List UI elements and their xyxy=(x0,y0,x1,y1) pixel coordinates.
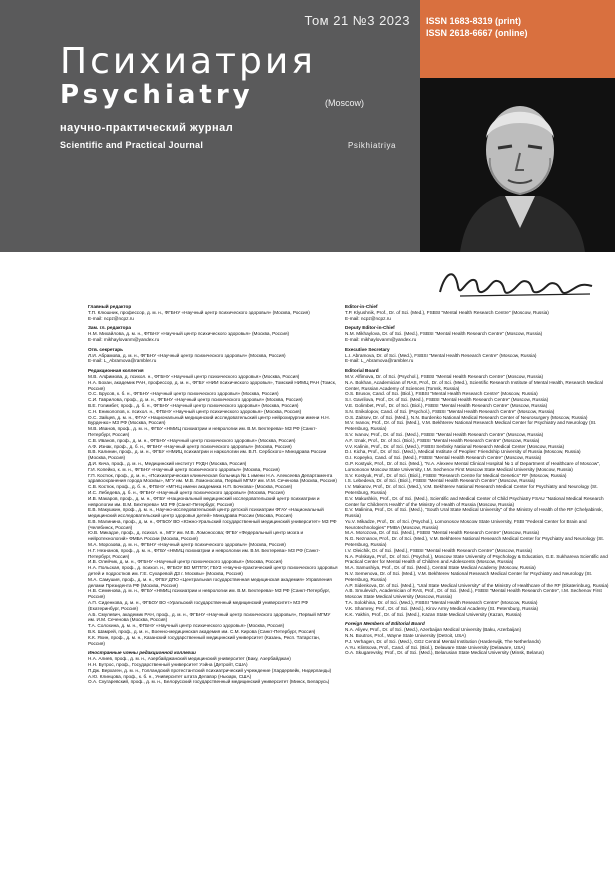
journal-city: (Moscow) xyxy=(325,98,365,108)
board-member: М.А. Самушия, проф., д. м. н., ФГБУ ДПО «Центральная государственная медицинская академия» Управления делами Президента РФ (Москва, Россия) xyxy=(88,576,332,588)
issn-block xyxy=(426,15,528,39)
board-member: M.A. Morozova, Dr. of Sci. (Med.), FSBSI "Mental Health Research Centre" (Moscow, Russia) xyxy=(345,530,540,536)
board-member: Г.И. Копейко, к. м. н., ФГБНУ «Научный центр психического здоровья» (Москва, Россия) xyxy=(88,466,280,472)
board-member: С.Н. Ениколопов, к. психол. н., ФГБНУ «Научный центр психического здоровья» (Москва, Россия) xyxy=(88,408,302,414)
cover-header xyxy=(0,0,615,252)
board-member: S.V. Kostyuk, Prof., Dr. of Sci. (Biol.), FSBSI "Research Centre for Medical Genetics" RF (Moscow, Russia) xyxy=(345,472,567,478)
chief-editor-email[interactable]: E-mail: ncpz@ncpz.ru xyxy=(345,315,391,321)
secretary-email[interactable]: E-mail: L_Abramova@rambler.ru xyxy=(345,358,414,364)
foreign-board-title: Иностранные члены редакционной коллегии xyxy=(88,650,196,656)
board-member: S.I. Gavrilova, Prof., Dr. of Sci. (Med.), FSBSI "Mental Health Research Centre" (Moscow, Russia) xyxy=(345,397,549,403)
board-member: Н.А. Польская, проф., д. психол. н., ФГБОУ ВО МГППУ; ГБУЗ «Научно-практический центр психического здоровья детей и подростков им. Г.Е. Сухаревой ДЗ г. Москвы» (Москва, Россия) xyxy=(88,565,338,577)
foreign-member: O.A. Skugarevsky, Prof., Dr. of Sci. (Med.), Belarusian State Medical University (Minsk, Belarus) xyxy=(345,650,544,656)
deputy-editor-title: Deputy Editor-in-Chief xyxy=(345,325,395,331)
board-member: В.К. Шамрей, проф., д. м. н., Военно-медицинская академия им. С.М. Кирова (Санкт-Петербург, Россия) xyxy=(88,629,316,635)
board-member: Е.В. Макушкин, проф., д. м. н., Научно-исследовательский центр детской психиатрии ФГАУ «Национальный медицинский исследовательский центр здоровья детей» Минздрава России (Москва, Россия) xyxy=(88,507,324,519)
board-member: М.В. Иванов, проф., д. м. н., ФГБУ «НМИЦ психиатрии и неврологии им. В.М. Бехтерева» МЗ РФ (Санкт-Петербург, Россия) xyxy=(88,426,317,437)
board-member: И.В. Макаров, проф., д. м. н., ФГБУ «Национальный медицинский исследовательский центр психиатрии и неврологии им. В.М. Бехтерева» МЗ РФ (Санкт-Петербург, Россия) xyxy=(88,495,320,507)
board-member: I.V. Makarov, Prof., Dr. of Sci. (Med.), V.M. Bekhterev National Research Medical Center for Psychiatry and Neurology (St. Petersburg, Russia) xyxy=(345,484,598,495)
chief-editor: Т.П. Клюшник, профессор, д. м. н., ФГБНУ «Научный центр психического здоровья» (Москва, Россия) xyxy=(88,309,310,315)
secretary: L.I. Abramova, Dr. of Sci. (Med.), FSBSI "Mental Health Research Centre" (Moscow, Russia) xyxy=(345,352,537,358)
chief-editor-title: Editor-in-Chief xyxy=(345,304,378,309)
board-member: S.V. Ivanov, Prof., Dr. of Sci. (Med.), FSBSI "Mental Health Research Centre" (Moscow, Russia) xyxy=(345,431,544,437)
editorial-board-ru xyxy=(88,304,338,689)
board-member: V.E. Golimbet, Prof., Dr. of Sci. (Biol.), FSBSI "Mental Health Research Centre" (Moscow, Russia) xyxy=(345,402,548,408)
board-member: G.P. Kostyuk, Prof., Dr. of Sci. (Med.), "N.A. Alexeev Mental Clinical Hospital № 1 of Department of Healthcare of Moscow", Lomonosov Moscow State University, I.M. Sechenov First Moscow State Medical University (Moscow, Russia) xyxy=(345,460,601,472)
board-member: I.S. Lebedeva, Dr. of Sci. (Biol.), FSBSI "Mental Health Research Centre" (Moscow, Russia) xyxy=(345,478,536,484)
board-member: T.A. Solokhina, Dr. of Sci. (Med.), FSBSI "Mental Health Research Centre" (Moscow, Russia) xyxy=(345,600,538,606)
board-member: И.В. Олейчик, д. м. н., ФГБНУ «Научный центр психического здоровья» (Москва, Россия) xyxy=(88,559,283,565)
portrait-image xyxy=(420,78,615,252)
board-member: O.S. Brusov, Cand. of Sci. (Biol.), FSBSI "Mental Health Research Centre" (Moscow, Russia) xyxy=(345,391,538,397)
board-member: В.В. Калинин, проф., д. м. н., ФГБУ «НМИЦ психиатрии и наркологии им. В.П. Сербского» Минздрава России (Москва, Россия) xyxy=(88,449,327,461)
board-member: С.И. Гаврилова, проф., д. м. н., ФГБНУ «Научный центр психического здоровья» (Москва, Россия) xyxy=(88,397,303,403)
board-member: E.V. Makushkin, Prof., Dr. of Sci. (Med.), Scientific and Medical Center of Child Psychiatry FSAU "National Medical Research Center for Children's Health" of the Ministry of Health of Russia (Moscow, Russia) xyxy=(345,495,604,507)
deputy-editor: N.M. Mikhaylova, Dr. of Sci. (Med.), FSBSI "Mental Health Research Centre" (Moscow, Russia) xyxy=(345,331,543,337)
journal-title-en: Psychiatry xyxy=(60,80,254,110)
board-member: O.S. Zaitsev, Dr. of Sci. (Med.), N.N. Burdenko National Medical Research Center of Neurosurgery (Moscow, Russia) xyxy=(345,414,588,420)
foreign-member: А.Ю. Клинцова, проф., к. б. н., Университет штата Делавэр (Ньюарк, США) xyxy=(88,673,252,679)
board-member: N.V. Semenova, Dr. of Sci. (Med.), V.M. Bekhterev National Research Medical Center for Psychiatry and Neurology (St. Petersburg, Russia) xyxy=(345,571,593,582)
board-member: Н.В. Семенова, д. м. н., ФГБУ «НМИЦ психиатрии и неврологии им. В.М. Бехтерева» МЗ РФ (Санкт-Петербург, Россия) xyxy=(88,588,330,600)
secretary-title: Отв. секретарь xyxy=(88,346,124,352)
foreign-board-title: Foreign Members of Editorial Board xyxy=(345,621,425,627)
board-member: N.A. Polskaya, Prof., Dr. of Sci. (Psychol.), Moscow State University of Psychology & Education, G.E. Sukhareva Scientific and Practical Center for Mental Health of Children and Adolescents (Moscow, Russia) xyxy=(345,553,608,565)
issn-print: ISSN 1683-8319 (print) xyxy=(426,16,522,26)
board-member: V.V. Kalinin, Prof., Dr. of Sci. (Med.), FSBSI Serbsky National Research Medical Center (Moscow, Russia) xyxy=(345,443,565,449)
board-member: G.I. Kopeyko, Cand. of Sci. (Med.), FSBSI "Mental Health Research Centre" (Moscow, Russia) xyxy=(345,455,542,461)
board-member: М.В. Алфимова, д. психол. н., ФГБНУ «Научный центр психического здоровья» (Москва, Россия) xyxy=(88,373,300,379)
deputy-editor-email[interactable]: E-mail: mikhaylovanm@yandex.ru xyxy=(88,336,160,342)
board-member: A.P. Sidenkova, Dr. of Sci. (Med.), "Ural State Medical University" of the Ministry of Healthcare of the RF (Ekaterinburg, Russia) xyxy=(345,582,609,588)
foreign-member: N.N. Boutros, Prof., Wayne State University (Detroit, USA) xyxy=(345,633,466,639)
board-member: М.А. Морозова, д. м. н., ФГБНУ «Научный центр психического здоровья» (Москва, Россия) xyxy=(88,542,286,548)
signature-image xyxy=(420,252,615,312)
secretary-email[interactable]: E-mail: L_Abramova@rambler.ru xyxy=(88,358,157,364)
board-member: Е.В. Малинина, проф., д. м. н., ФГБОУ ВО «Южно-Уральский государственный медицинский университет» МЗ РФ (Челябинск, Россия) xyxy=(88,518,337,530)
board-member: M.V. Ivanov, Prof., Dr. of Sci. (Med.), V.M. Bekhterev National Research Medical Center for Psychiatry and Neurology (St. Petersburg, Russia) xyxy=(345,420,597,432)
board-member: N.G. Neznanov, Prof., Dr. of Sci. (Med.), V.M. Bekhterev National Research Medical Center for Psychiatry and Neurology (St. Petersburg, Russia) xyxy=(345,536,604,548)
subtitle-ru: научно-практический журнал xyxy=(60,122,234,134)
foreign-member: N.A. Aliyev, Prof., Dr. of Sci. (Med.), Azerbaijan Medical University (Baku, Azerbaijan) xyxy=(345,627,522,633)
foreign-member: A.Yu. Klintsova, Prof., Cand. of Sci. (Biol.), Delaware State University (Delaware, USA) xyxy=(345,644,526,650)
title-transliteration: Psikhiatriya xyxy=(348,141,397,150)
secretary: Л.И. Абрамова, д. м. н., ФГБНУ «Научный центр психического здоровья» (Москва, Россия) xyxy=(88,352,286,358)
deputy-editor: Н.М. Михайлова, д. м. н., ФГБНУ «Научный центр психического здоровья» (Москва, Россия) xyxy=(88,331,290,337)
board-member: A.F. Iznak, Prof., Dr. of Sci. (Biol.), FSBSI "Mental Health Research Centre" (Moscow, Russia) xyxy=(345,437,540,443)
journal-title-ru: Психиатрия xyxy=(60,41,316,82)
subtitle-en: Scientific and Practical Journal xyxy=(60,140,204,150)
board-member: Т.А. Солохина, д. м. н., ФГБНУ «Научный центр психического здоровья» (Москва, Россия) xyxy=(88,623,285,629)
board-member: E.V. Malinina, Prof., Dr. of Sci. (Med.), "South Ural State Medical University" of the Ministry of Health of the RF (Chelyabinsk, Russia) xyxy=(345,507,603,519)
board-member: В.Е. Голимбет, проф., д. б. н., ФГБНУ «Научный центр психического здоровья» (Москва, Россия) xyxy=(88,402,299,408)
board-member: Н.Г. Незнанов, проф., д. м. н., ФГБУ «НМИЦ психиатрии и неврологии им. В.М. Бехтерева» МЗ РФ (Санкт-Петербург, Россия) xyxy=(88,547,321,559)
volume-issue: Том 21 №3 2023 xyxy=(304,13,410,28)
secretary-title: Executive Secretary xyxy=(345,346,390,352)
foreign-member: О.А. Скугаревский, проф., д. м. н., Белорусский государственный медицинский университет (Минск, Беларусь) xyxy=(88,679,330,685)
board-member: N.A. Bokhan, Academician of RAS, Prof., Dr. of Sci. (Med.), Scientific Research Institute of Mental Health, Research Medical Center, Russian Academy of Sciences (Tomsk, Russia) xyxy=(345,379,603,391)
foreign-member: П.Дж. Верхаген, д. м. н., Голландский протестантский психиатрический учреждение (Хардервейк, Нидерланды) xyxy=(88,667,332,673)
orange-panel xyxy=(420,0,615,78)
board-member: И.С. Лебедева, д. б. н., ФГБНУ «Научный центр психического здоровья» (Москва, Россия) xyxy=(88,489,285,495)
board-member: Г.П. Костюк, проф., д. м. н., «Психиатрическая клиническая больница № 1 имени Н.А. Алексеева Департамента здравоохранения города Москвы», МГУ им. М.В. Ломоносова, Первый МГМУ им. И.М. Сеченова (Москва, Россия) xyxy=(88,472,337,484)
issn-online: ISSN 2618-6667 (online) xyxy=(426,28,528,38)
deputy-editor-title: Зам. гл. редактора xyxy=(88,325,131,331)
board-member: А.Б. Смулевич, академик РАН, проф., д. м. н., ФГБНУ «Научный центр психического здоровья», Первый МГМУ им. И.М. Сеченова (Москва, Россия) xyxy=(88,611,331,623)
board-title: Editorial Board xyxy=(345,368,379,374)
board-member: С.В. Иванов, проф., д. м. н., ФГБНУ «Научный центр психического здоровья» (Москва, Россия) xyxy=(88,437,296,443)
board-member: Yu.V. Mikadze, Prof., Dr. of Sci. (Psychol.), Lomonosov Moscow State University, FSBI "Federal Center for Brain and Neurotechnologies" FMBA (Moscow, Russia) xyxy=(345,518,587,530)
chief-editor: T.P. Klyushnik, Prof., Dr. of Sci. (Med.), FSBSI "Mental Health Research Centre" (Moscow, Russia) xyxy=(345,309,549,315)
chief-editor-title: Главный редактор xyxy=(88,304,132,309)
board-member: M.A. Samushiya, Prof., Dr. of Sci. (Med.), Central State Medical Academy (Moscow, Russia) xyxy=(345,565,536,571)
board-member: А.П. Сиденкова, д. м. н., ФГБОУ ВО «Уральский государственный медицинский университет» МЗ РФ (Екатеринбург, Россия) xyxy=(88,600,308,611)
board-member: О.С. Зайцев, д. м. н., ФГАУ «Национальный медицинский исследовательский центр нейрохирургии имени Н.Н. Бурденко» МЗ РФ (Москва, Россия) xyxy=(88,414,330,426)
board-member: A.B. Smulevich, Academician of RAS, Prof., Dr. of Sci. (Med.), FSBSI "Mental Health Research Centre", I.M. Sechenov First Moscow State Medical University (Moscow, Russia) xyxy=(345,588,602,600)
board-member: А.Ф. Изнак, проф., д. б. н., ФГБНУ «Научный центр психического здоровья» (Москва, Россия) xyxy=(88,443,292,449)
board-member: I.V. Oleichik, Dr. of Sci. (Med.), FSBSI "Mental Health Research Centre" (Moscow, Russia) xyxy=(345,547,533,553)
board-member: V.K. Shamrey, Prof., Dr. of Sci. (Med.), Kirov Army Medical Academy (St. Petersburg, Russia) xyxy=(345,605,539,611)
board-member: Ю.В. Микадзе, проф., д. психол. н., МГУ им. М.В. Ломоносова; ФГБУ «Федеральный центр мозга и нейротехнологий» ФМБА России (Москва, Россия) xyxy=(88,530,304,542)
board-member: K.K. Yakhin, Prof., Dr. of Sci. (Med.), Kazan State Medical University (Kazan, Russia) xyxy=(345,611,522,617)
foreign-member: Н.А. Алиев, проф., д. м. н., Азербайджанский медицинский университет (Баку, Азербайджан) xyxy=(88,656,291,662)
board-member: D.I. Kicha, Prof., Dr. of Sci. (Med.), Medical Institute of Peoples' Friendship University of Russia (Moscow, Russia) xyxy=(345,449,581,455)
foreign-member: P.J. Verhagen, Dr. of Sci. (Med.), GGz Central Mental Institution (Harderwijk, The Netherlands) xyxy=(345,638,541,644)
board-member: О.С. Брусов, к. б. н., ФГБНУ «Научный центр психического здоровья» (Москва, Россия) xyxy=(88,391,279,397)
board-member: M.V. Alfimova, Dr. of Sci. (Psychol.), FSBSI "Mental Health Research Centre" (Moscow, Russia) xyxy=(345,373,544,379)
board-member: Н.А. Бохан, академик РАН, профессор, д. м. н., ФГБУ «НИИ психического здоровья», Томский НИМЦ РАН (Томск, Россия) xyxy=(88,379,337,391)
deputy-editor-email[interactable]: E-mail: mikhaylovanm@yandex.ru xyxy=(345,336,417,342)
board-member: К.К. Яхин, проф., д. м. н., Казанский государственный медицинский университет (Казань, Респ. Татарстан, Россия) xyxy=(88,634,321,646)
chief-editor-email[interactable]: E-mail: ncpz@ncpz.ru xyxy=(88,315,134,321)
board-member: S.N. Enikolopov, Cand. of Sci. (Psychol.), FSBSI "Mental Health Research Centre" (Moscow, Russia) xyxy=(345,408,555,414)
foreign-member: Н.Н. Бутрос, проф., Государственный университет Уэйна (Детройт, США) xyxy=(88,662,248,668)
board-title: Редакционная коллегия xyxy=(88,368,144,374)
editorial-board-en xyxy=(345,304,610,660)
board-member: С.В. Костюк, проф., д. б. н., ФГБНУ «МГНЦ имени академика Н.П. Бочкова» (Москва, Россия) xyxy=(88,484,293,490)
board-member: Д.И. Кича, проф., д. м. н., Медицинский институт РУДН (Москва, Россия) xyxy=(88,460,247,466)
